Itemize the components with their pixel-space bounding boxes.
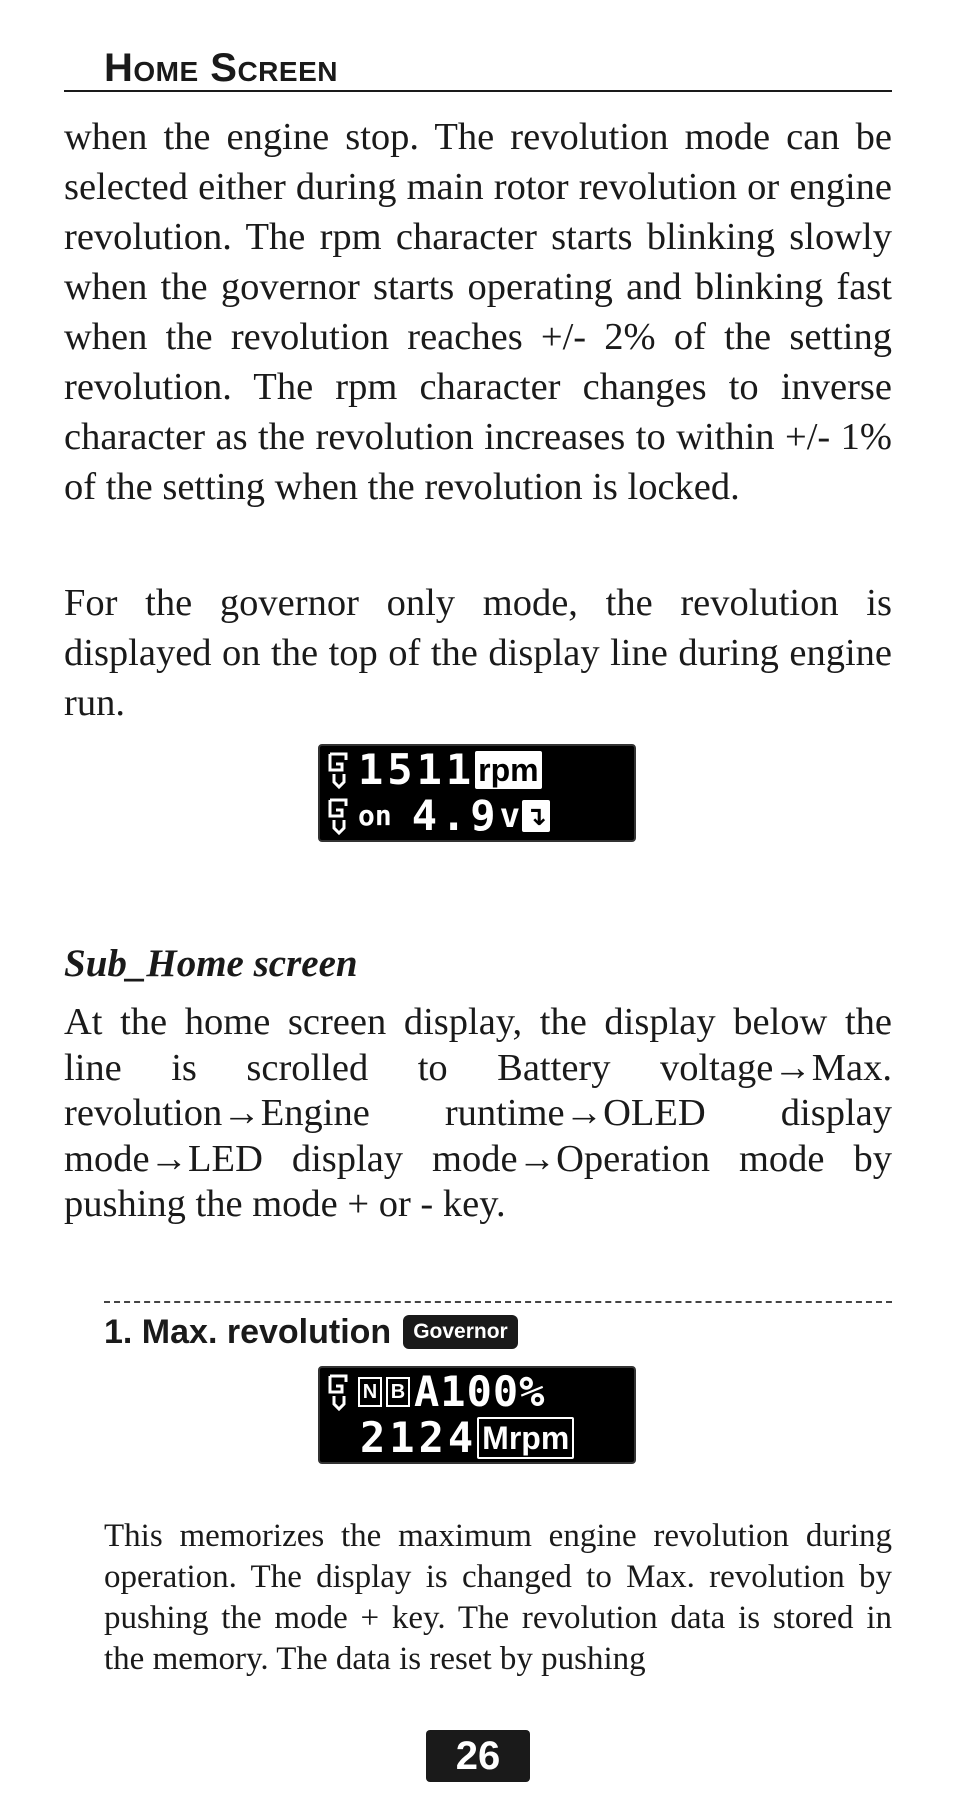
body-paragraph-1: when the engine stop. The revolution mode can be selected either during main rotor revolution or engine revolution. The rpm character starts blinking slowly when the governor starts operating and blinking fast when the revolution reaches +/- 2% of the setting revolution. The rpm character changes to inverse character as the revolution increases to within +/- 1% of the setting when the revolution is locked.: [64, 116, 892, 508]
lcd-max-rpm-value: 2124: [360, 1413, 478, 1462]
governor-badge: Governor: [403, 1315, 518, 1349]
lcd-voltage-unit: v: [499, 796, 521, 836]
page-number: 26: [426, 1730, 530, 1782]
lcd-max-rpm-unit: Mrpm: [477, 1417, 574, 1459]
lcd-box-n: N: [358, 1377, 382, 1407]
lcd-on-label: on: [358, 799, 392, 832]
lcd-display-max-revolution: [318, 1366, 636, 1464]
lcd-row-top: [326, 745, 542, 794]
lcd-box-b: B: [386, 1377, 410, 1407]
lcd-throttle-value: A100%: [414, 1367, 546, 1416]
lcd-rpm-unit: rpm: [475, 751, 541, 789]
lcd-rpm-value: 1511: [358, 745, 476, 794]
section-max-revolution-title: [104, 1310, 518, 1354]
section-title-text: 1. Max. revolution: [104, 1313, 392, 1351]
lcd-display-governor: [318, 744, 636, 842]
sub-home-heading: Sub_Home screen: [64, 942, 358, 985]
header-title: Home Screen: [104, 46, 338, 90]
body-paragraph-2: For the governor only mode, the revolution is displayed on the top of the display line during engine run.: [64, 582, 892, 724]
lcd-row-top: [326, 1367, 546, 1416]
governor-icon: [326, 796, 352, 836]
governor-icon: [326, 1372, 352, 1412]
page-header: [64, 40, 892, 92]
section-max-revolution-paragraph: This memorizes the maximum engine revolution during operation. The display is changed to Max. revolution by pushing the mode + key. The revolution data is stored in the memory. The data is reset by pushing: [104, 1518, 892, 1677]
lcd-voltage-value: 4.9: [411, 791, 500, 840]
arrow-down-icon: ↴: [522, 800, 550, 832]
governor-icon: [326, 750, 352, 790]
lcd-row-bottom: [360, 1413, 574, 1462]
lcd-row-bottom: [326, 791, 550, 840]
sub-home-paragraph: At the home screen display, the display below the line is scrolled to Battery voltage→Max. revolution→Engine runtime→OLED display mode→LED display mode→Operation mode by pushing the mode + or - key.: [64, 1001, 892, 1225]
section-divider: [104, 1301, 892, 1303]
